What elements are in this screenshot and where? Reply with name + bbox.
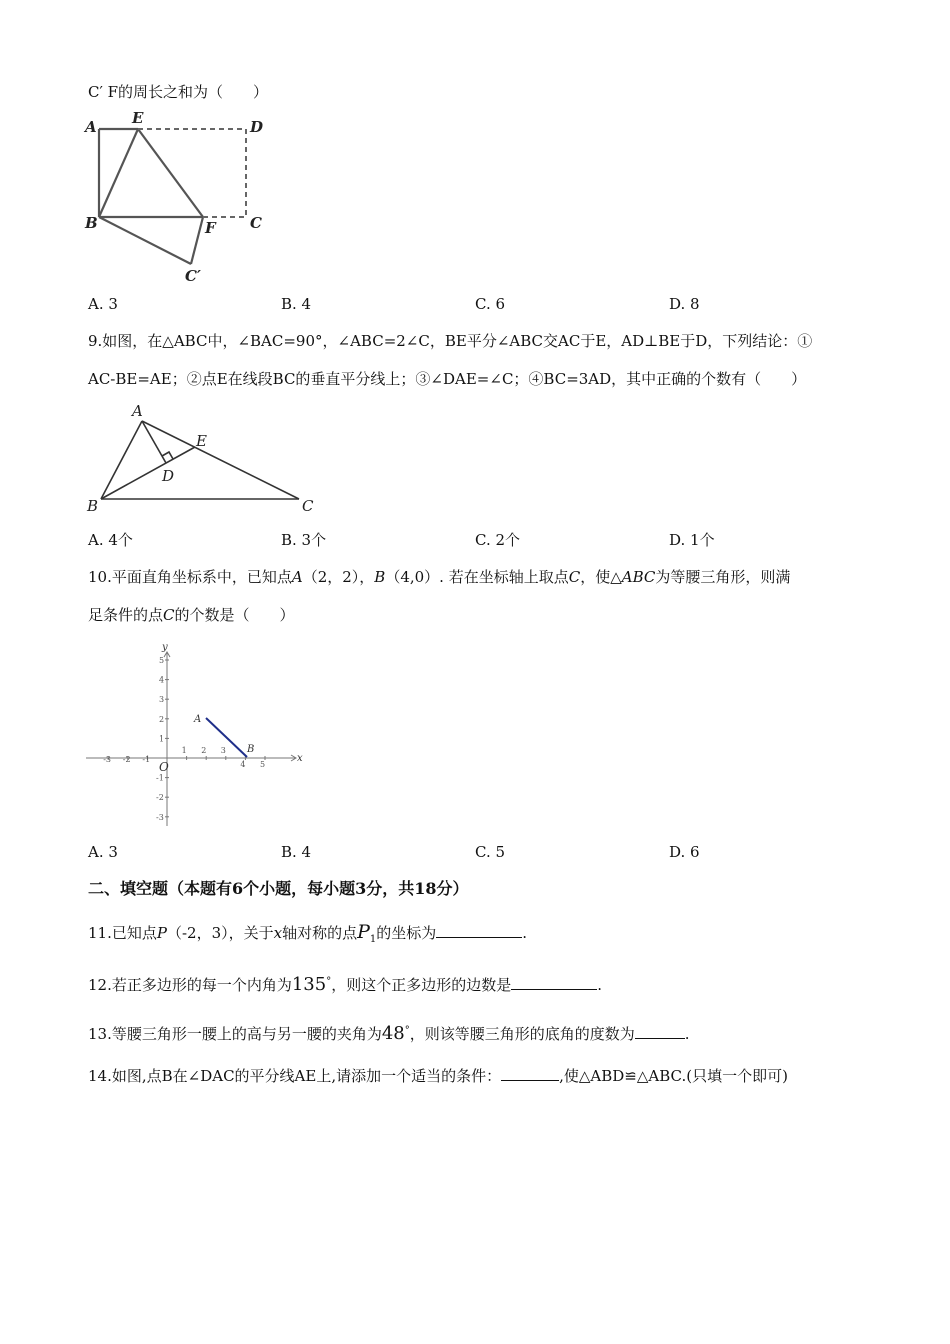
q9-option-c[interactable]: C. 2个 bbox=[475, 531, 521, 549]
q8-option-c[interactable]: C. 6 bbox=[475, 295, 506, 313]
q8-label-C-prime: C′ bbox=[185, 267, 201, 285]
q8-label-C: C bbox=[250, 214, 262, 232]
q9-stem-line1: 9.如图，在△ABC中，∠BAC=90°，∠ABC=2∠C，BE平分∠ABC交AC于E，AD⊥BE于D，下列结论：① bbox=[88, 332, 813, 350]
y-tick-label-neg2: -2 bbox=[156, 793, 164, 803]
x-tick-label-neg3: -3 bbox=[103, 755, 111, 764]
q13-text-2: ，则该等腰三角形的底角的度数为 bbox=[409, 1025, 635, 1043]
q10-stem-line1 bbox=[88, 567, 790, 587]
q8-option-a[interactable]: A. 3 bbox=[88, 295, 118, 313]
y-tick-label-4: 4 bbox=[159, 675, 165, 685]
q8-label-E: E bbox=[132, 109, 144, 127]
q10-text-4: ，使△ bbox=[580, 568, 622, 586]
q14-answer-blank[interactable] bbox=[501, 1066, 559, 1081]
x-tick-label-4: 4 bbox=[240, 760, 246, 769]
graph-point-B-label: B bbox=[247, 744, 255, 755]
q9-label-C: C bbox=[302, 497, 314, 515]
q8-option-d[interactable]: D. 8 bbox=[669, 295, 700, 313]
q11-answer-blank[interactable] bbox=[436, 923, 522, 938]
q11-stem bbox=[88, 922, 527, 950]
q13-degree-sign: ° bbox=[404, 1025, 410, 1036]
q10-segment-AB bbox=[206, 718, 247, 757]
q10-triangle-ABC: ABC bbox=[621, 568, 656, 586]
q13-period: . bbox=[684, 1025, 690, 1043]
q8-stem-tail: C′ F的周长之和为（ ） bbox=[88, 83, 269, 101]
q13-stem bbox=[88, 1021, 690, 1044]
q9-option-d[interactable]: D. 1个 bbox=[669, 531, 715, 549]
q13-text-1: 13.等腰三角形一腰上的高与另一腰的夹角为 bbox=[88, 1025, 382, 1043]
q10-text-1: 10.平面直角坐标系中，已知点 bbox=[88, 568, 292, 586]
q10-point-C: C bbox=[568, 568, 581, 586]
x-tick-label-1: 1 bbox=[181, 746, 187, 755]
q12-angle-value: 135 bbox=[291, 974, 327, 995]
q11-text-4: 的坐标为 bbox=[376, 924, 437, 942]
q8-label-B: B bbox=[85, 214, 98, 232]
q11-axis-x: x bbox=[273, 924, 283, 942]
q11-text-1: 11.已知点 bbox=[88, 924, 157, 942]
q10-point-A: A bbox=[291, 568, 303, 586]
y-tick-label-5: 5 bbox=[159, 656, 165, 665]
q10-point-C-2: C bbox=[163, 606, 175, 624]
q14-text-2: ,使△ABD≌△ABC.(只填一个即可) bbox=[559, 1067, 788, 1085]
q10-point-B: B bbox=[374, 568, 386, 586]
x-tick-label-5: 5 bbox=[260, 760, 266, 769]
q10-stem-line2 bbox=[88, 605, 295, 625]
q8-option-b[interactable]: B. 4 bbox=[281, 295, 312, 313]
x-tick-label-neg1: -1 bbox=[142, 755, 151, 764]
q10-text-5: 为等腰三角形，则满 bbox=[655, 568, 791, 586]
q9-label-A: A bbox=[132, 402, 143, 420]
q10-option-b[interactable]: B. 4 bbox=[281, 843, 312, 861]
y-tick-label-1: 1 bbox=[159, 734, 165, 744]
q13-answer-blank[interactable] bbox=[635, 1024, 685, 1039]
q11-point-P: P bbox=[156, 924, 167, 942]
x-tick-label-neg2: -2 bbox=[122, 755, 131, 764]
y-tick-label-2: 2 bbox=[159, 714, 165, 724]
q8-label-A: A bbox=[85, 118, 97, 136]
q10-text-7: 的个数是（ ） bbox=[174, 606, 295, 624]
q14-text-1: 14.如图,点B在∠DAC的平分线AE上,请添加一个适当的条件： bbox=[88, 1067, 502, 1085]
origin-label: O bbox=[159, 760, 169, 774]
q12-text-2: ，则这个正多边形的边数是 bbox=[331, 976, 512, 994]
q13-angle-value: 48 bbox=[381, 1023, 405, 1044]
q12-period: . bbox=[597, 976, 603, 994]
x-tick-label-2: 2 bbox=[201, 746, 207, 755]
q8-fold-figure bbox=[80, 108, 280, 288]
q10-coordinate-graph bbox=[80, 640, 320, 830]
q11-point-P1: P bbox=[357, 921, 370, 943]
q12-answer-blank[interactable] bbox=[511, 975, 597, 990]
x-tick-label-3: 3 bbox=[220, 746, 226, 755]
q12-stem bbox=[88, 972, 602, 995]
q8-label-D: D bbox=[250, 118, 264, 136]
q9-option-b[interactable]: B. 3个 bbox=[281, 531, 327, 549]
q10-option-d[interactable]: D. 6 bbox=[669, 843, 700, 861]
q9-triangle-figure bbox=[80, 398, 320, 518]
q9-stem-line2: AC-BE=AE；②点E在线段BC的垂直平分线上；③∠DAE=∠C；④BC=3AD，其中正确的个数有（ ） bbox=[88, 370, 807, 388]
q14-stem bbox=[88, 1066, 788, 1086]
graph-point-A-label: A bbox=[194, 714, 202, 725]
y-tick-label-3: 3 bbox=[159, 695, 165, 705]
q12-degree-sign: ° bbox=[326, 976, 332, 987]
q11-point-P1-subscript: 1 bbox=[369, 934, 377, 945]
q9-option-a[interactable]: A. 4个 bbox=[88, 531, 133, 549]
q8-label-F: F bbox=[205, 219, 216, 237]
q11-text-3: 轴对称的点 bbox=[282, 924, 358, 942]
q12-text-1: 12.若正多边形的每一个内角为 bbox=[88, 976, 292, 994]
q11-period: . bbox=[522, 924, 528, 942]
y-tick-label-neg3: -3 bbox=[156, 812, 164, 822]
section-2-title: 二、填空题（本题有6个小题，每小题3分，共18分） bbox=[88, 879, 469, 898]
q10-text-6: 足条件的点 bbox=[88, 606, 164, 624]
y-axis-label: y bbox=[162, 642, 168, 653]
q9-label-B: B bbox=[87, 497, 99, 515]
x-axis-label: x bbox=[297, 753, 303, 764]
y-tick-label-neg1: -1 bbox=[156, 773, 164, 783]
q10-option-a[interactable]: A. 3 bbox=[88, 843, 118, 861]
q10-text-3: （4,0）. 若在坐标轴上取点 bbox=[385, 568, 569, 586]
q10-text-2: （2，2）， bbox=[302, 568, 375, 586]
q10-option-c[interactable]: C. 5 bbox=[475, 843, 506, 861]
q11-text-2: （-2，3），关于 bbox=[166, 924, 274, 942]
q9-label-D: D bbox=[162, 467, 175, 485]
q9-label-E: E bbox=[196, 432, 207, 450]
